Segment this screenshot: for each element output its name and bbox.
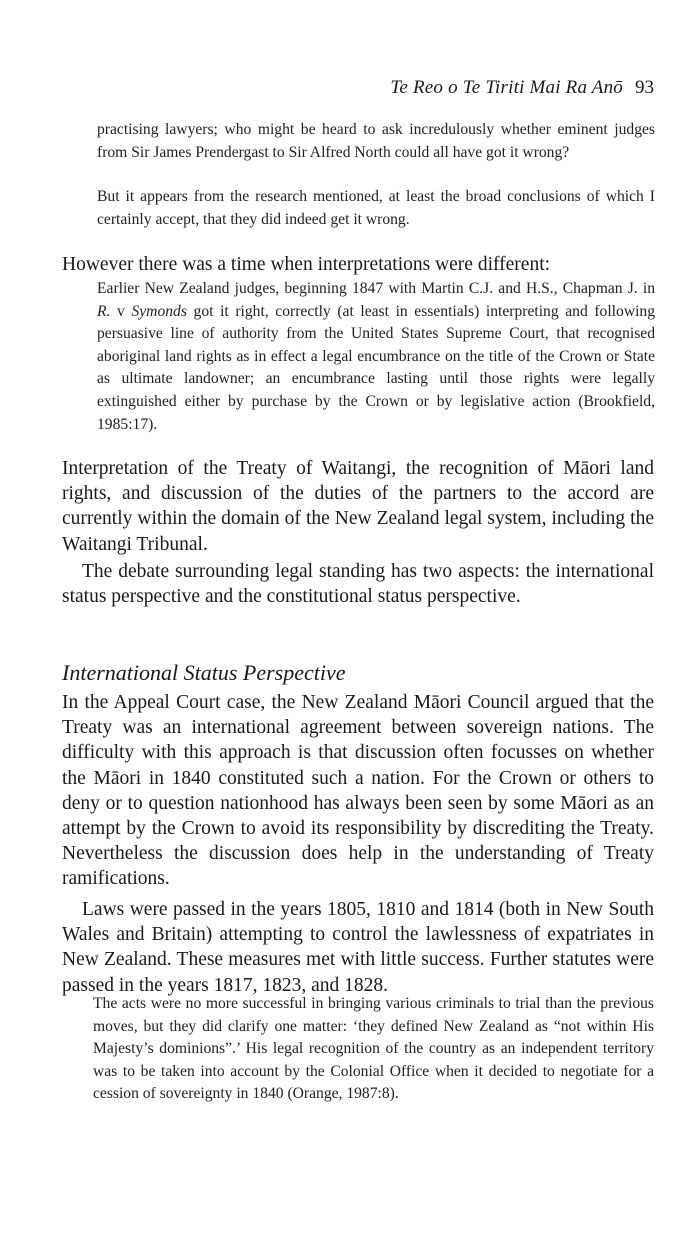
paragraph-debate: The debate surrounding legal standing has two aspects: the international status perspective and the constitutional status perspective.: [62, 561, 654, 608]
case-name-symonds: Symonds: [131, 302, 187, 320]
running-title: Te Reo o Te Tiriti Mai Ra Anō: [390, 77, 623, 98]
page-number: 93: [635, 77, 654, 98]
block-quote-continued: practising lawyers; who might be heard to ask incredulously whether eminent judges from Sir James Prendergast to Sir Alfred North could all have got it wrong?: [97, 121, 655, 161]
paragraph-interpretation: Interpretation of the Treaty of Waitangi, the recognition of Māori land rights, and discussion of the duties of the partners to the accord are currently within the domain of the New Zealand legal system, including the Waitangi Tribunal.: [62, 458, 654, 555]
quote-text: got it right, correctly (at least in essentials) interpreting and following persuasive line of authority from the United States Supreme Court, that recognised aboriginal land rights as in effect a legal encumbrance on the title of the Crown or State as ultimate landowner; an encumbrance lasting until those rights were legally extinguished either by purchase by the Crown or by legislative action (Brookfield, 1985:17).: [97, 302, 656, 433]
case-versus: v: [110, 302, 132, 320]
block-quote-conclusion: But it appears from the research mentioned, at least the broad conclusions of which I certainly accept, that they did indeed get it wrong.: [97, 188, 655, 228]
lead-in-sentence: However there was a time when interpretations were different:: [62, 254, 551, 275]
block-quote-orange: The acts were no more successful in bringing various criminals to trial than the previous moves, but they did clarify one matter: ‘they defined New Zealand as “not within His Majesty’s dominions”.’ His legal recognition of the country as an independent territory was to be taken into account by the Colonial Office when it decided to negotiate for a cession of sovereignty in 1840 (Orange, 1987:8).: [93, 995, 654, 1103]
paragraph-appeal-court: In the Appeal Court case, the New Zealand Māori Council argued that the Treaty was an international agreement between sovereign nations. The difficulty with this approach is that discussion often focusses on whether the Māori in 1840 constituted such a nation. For the Crown or others to deny or to question nationhood has always been seen by some Māori as an attempt by the Crown to avoid its responsibility by discrediting the Treaty. Nevertheless the discussion does help in the understanding of Treaty ramifications.: [62, 692, 654, 890]
case-name-r: R.: [97, 302, 111, 320]
running-header: [390, 77, 654, 99]
section-heading: International Status Perspective: [62, 660, 346, 685]
block-quote-brookfield: [97, 278, 655, 436]
paragraph-laws: Laws were passed in the years 1805, 1810 and 1814 (both in New South Wales and Britain) attempting to control the lawlessness of expatriates in New Zealand. These measures met with little success. Further statutes were passed in the years 1817, 1823, and 1828.: [62, 899, 654, 996]
quote-text: Earlier New Zealand judges, beginning 1847 with Martin C.J. and H.S., Chapman J. in: [97, 280, 655, 297]
